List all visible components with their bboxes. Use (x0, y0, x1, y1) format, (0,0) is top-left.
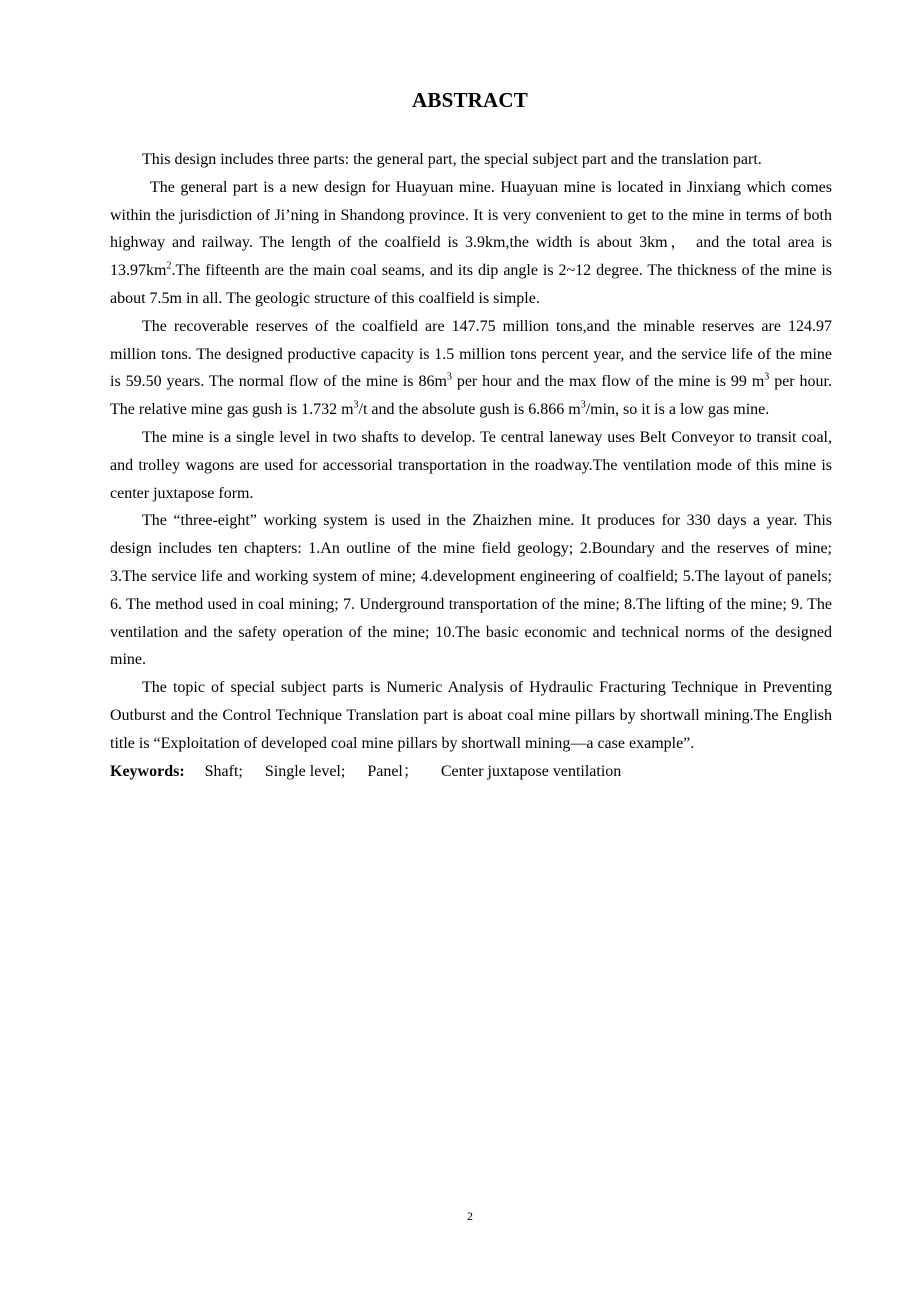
keywords-label: Keywords: (110, 762, 185, 780)
page-number: 2 (467, 1209, 473, 1223)
keyword-item: Center juxtapose ventilation (440, 762, 622, 780)
paragraph-text: The recoverable reserves of the coalfield are 147.75 million tons,and the minable reserves are 124.97 million tons. The designed productive capacity is 1.5 million tons percent year, and the service life of the mine is 59.50 years. The normal flow of the mine is 86m (110, 317, 832, 391)
superscript: 3 (764, 372, 770, 384)
paragraph-text: .The fifteenth are the main coal seams, and its dip angle is 2~12 degree. The thickness of the mine is about 7.5m in all. The geologic structure of this coalfield is simple. (110, 262, 832, 307)
abstract-body (110, 146, 832, 785)
paragraph-text: The general part is a new design for Huayuan mine. Huayuan mine is located in Jinxiang which comes within the jurisdiction of Ji’ning in Shandong province. It is very convenient to get to the mine in terms of both highway and railway. The length of the coalfield is 3.9km,the width is about 3km， and the total area is 13.97km (110, 178, 832, 280)
paragraph-general-part (110, 174, 832, 313)
paragraph-text: /t and the absolute gush is 6.866 m (358, 401, 581, 419)
paragraph-reserves (110, 313, 832, 424)
paragraph-working-system: The “three-eight” working system is used in the Zhaizhen mine. It produces for 330 days a year. This design includes ten chapters: 1.An outline of the mine field geology; 2.Boundary and the reserves of mine; 3.The service life and working system of mine; 4.development engineering of coalfield; 5.The layout of panels; 6. The method used in coal mining; 7. Underground transportation of the mine; 8.The lifting of the mine; 9. The ventilation and the safety operation of the mine; 10.The basic economic and technical norms of the designed mine. (110, 512, 832, 669)
superscript: 3 (580, 399, 586, 411)
paragraph-overview: This design includes three parts: the general part, the special subject part and the translation part. (142, 151, 762, 168)
keywords-line (110, 758, 832, 786)
abstract-title: ABSTRACT (412, 88, 528, 112)
keyword-item: Panel； (367, 762, 419, 780)
paragraph-text: per hour and the max flow of the mine is 99 m (451, 373, 765, 391)
paragraph-text: per hour. The relative mine gas gush is 1.732 m (110, 373, 833, 419)
superscript: 3 (353, 399, 359, 411)
superscript: 2 (166, 260, 172, 272)
paragraph-text: /min, so it is a low gas mine. (585, 401, 770, 419)
paragraph-special-subject: The topic of special subject parts is Numeric Analysis of Hydraulic Fracturing Technique in Preventing Outburst and the Control Technique Translation part is aboat coal mine pillars by shortwall mining.The English title is “Exploitation of developed coal mine pillars by shortwall mining—a case example”. (110, 679, 832, 752)
paragraph-development: The mine is a single level in two shafts to develop. Te central laneway uses Belt Conveyor to transit coal, and trolley wagons are used for accessorial transportation in the roadway.The ventilation mode of this mine is center juxtapose form. (110, 428, 832, 502)
keyword-item: Single level; (264, 762, 346, 780)
keyword-item: Shaft; (204, 762, 243, 780)
superscript: 3 (446, 372, 452, 384)
